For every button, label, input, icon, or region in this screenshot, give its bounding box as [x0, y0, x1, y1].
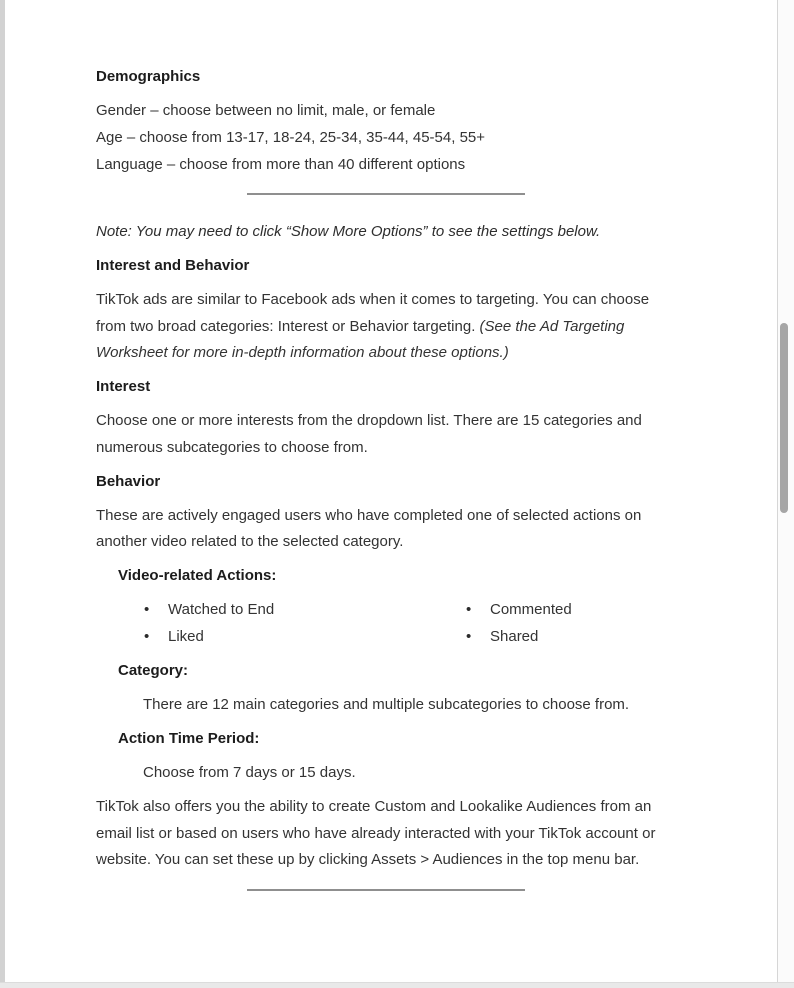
interest-paragraph: Choose one or more interests from the dropdown list. There are 15 categories and numerous subcategories to choose from.: [96, 412, 642, 456]
section-heading-interest: Interest: [96, 378, 151, 396]
page-content: [96, 64, 676, 890]
list-item: • Commented: [466, 597, 572, 624]
section-heading-demographics: Demographics: [96, 68, 201, 86]
note-text: Note: You may need to click “Show More Options” to see the settings below.: [96, 223, 601, 241]
section-divider: [247, 193, 525, 195]
list-item: • Liked: [144, 624, 466, 651]
subheading-action-time-period: Action Time Period:: [118, 729, 260, 747]
action-time-body: Choose from 7 days or 15 days.: [143, 763, 356, 781]
scrollbar-thumb[interactable]: [780, 323, 788, 513]
list-item: • Shared: [466, 624, 572, 651]
list-item: • Watched to End: [144, 597, 466, 624]
interest-behavior-paragraph: [96, 287, 676, 367]
video-actions-column-2: [466, 597, 572, 650]
subheading-video-related-actions: Video-related Actions:: [118, 567, 277, 585]
interest-behavior-body-italic: (See the Ad Targeting Worksheet for more in-depth information about these options.): [96, 317, 625, 362]
demographics-language-line: Language – choose from more than 40 different options: [96, 155, 466, 173]
section-divider: [247, 889, 525, 891]
page-bottom-edge: [0, 982, 794, 988]
subheading-category: Category:: [118, 661, 189, 679]
demographics-age-line: Age – choose from 13-17, 18-24, 25-34, 35-44, 45-54, 55+: [96, 128, 486, 146]
demographics-options: [96, 98, 676, 178]
video-actions-column-1: [144, 597, 466, 650]
document-page: [5, 0, 777, 982]
section-heading-behavior: Behavior: [96, 472, 161, 490]
scrollbar[interactable]: [777, 0, 794, 982]
custom-audiences-paragraph: TikTok also offers you the ability to create Custom and Lookalike Audiences from an email list or based on users who have already interacted with your TikTok account or website. You can set these up by clicking Assets > Audiences in the top menu bar.: [96, 797, 656, 869]
demographics-gender-line: Gender – choose between no limit, male, or female: [96, 102, 436, 120]
page-left-edge: [0, 0, 5, 982]
category-body: There are 12 main categories and multiple subcategories to choose from.: [143, 695, 630, 713]
behavior-paragraph: These are actively engaged users who have completed one of selected actions on another video related to the selected category.: [96, 506, 642, 551]
video-actions-bullet-list: [144, 597, 676, 650]
section-heading-interest-and-behavior: Interest and Behavior: [96, 257, 250, 275]
interest-behavior-body-regular: TikTok ads are similar to Facebook ads when it comes to targeting. You can choose from two broad categories: Interest or Behavior targeting.: [96, 291, 650, 335]
